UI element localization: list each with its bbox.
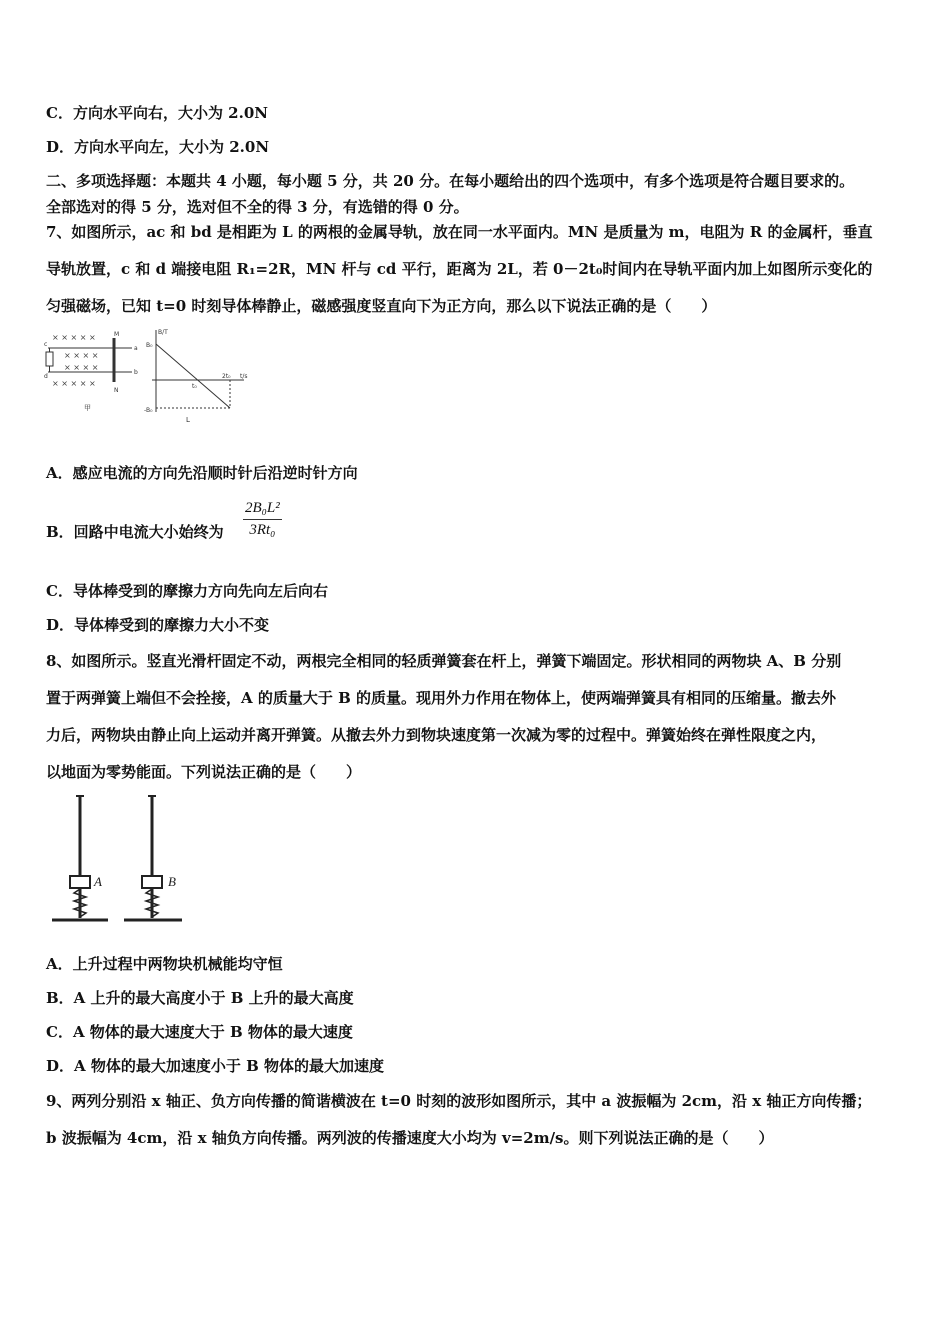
m-label: M: [114, 331, 120, 338]
q7-option-b: B．回路中电流大小始终为: [46, 523, 224, 541]
q8-option-a: A．上升过程中两物块机械能均守恒: [46, 955, 283, 973]
fraction-bar: [243, 519, 282, 520]
graph-l-label: L: [186, 416, 190, 424]
q7-option-a: A．感应电流的方向先沿顺时针后沿逆时针方向: [46, 464, 358, 482]
section2-heading-line1: 二、多项选择题：本题共 4 小题，每小题 5 分，共 20 分。在每小题给出的四个选项中，有多个选项是符合题目要求的。: [46, 172, 855, 190]
q8-option-d: D．A 物体的最大加速度小于 B 物体的最大加速度: [46, 1057, 384, 1075]
q8-text-line3: 力后，两物块由静止向上运动并离开弹簧。从撤去外力到物块速度第一次减为零的过程中。弹簧始终在弹性限度之内，: [46, 726, 827, 744]
c-label: c: [44, 341, 48, 348]
svg-text:× × × ×: × × × ×: [64, 363, 99, 372]
q8-text-line2: 置于两弹簧上端但不会拴接，A 的质量大于 B 的质量。现用外力作用在物体上，使两端弹簧具有相同的压缩量。撤去外: [46, 689, 836, 707]
formula-denominator: 3Rt₀: [249, 522, 276, 538]
q8-option-b: B．A 上升的最大高度小于 B 上升的最大高度: [46, 989, 354, 1007]
graph-xlabel: t/s: [240, 373, 248, 380]
q7-figure: [44, 326, 254, 426]
graph-ylabel: B/T: [158, 329, 168, 336]
q7-b-t-graph: [152, 330, 244, 412]
d-label: d: [44, 373, 48, 380]
b-label: b: [134, 369, 138, 376]
q7-text-line3: 匀强磁场，已知 t=0 时刻导体棒静止，磁感强度竖直向下为正方向，那么以下说法正确的是（ ）: [46, 297, 717, 315]
fig-caption-jia: 甲: [84, 404, 91, 412]
q7-circuit-diagram: [46, 338, 132, 382]
block-a-label: A: [94, 874, 102, 889]
b0-label: B₀: [146, 342, 153, 349]
q7-option-d: D．导体棒受到的摩擦力大小不变: [46, 616, 270, 634]
a-label: a: [134, 345, 138, 352]
q9-text-line2: b 波振幅为 4cm，沿 x 轴负方向传播。两列波的传播速度大小均为 v=2m/s。则下列说法正确的是（ ）: [46, 1129, 774, 1147]
option-d-prev: D．方向水平向左，大小为 2.0N: [46, 138, 270, 156]
q9-text-line1: 9、两列分别沿 x 轴正、负方向传播的简谐横波在 t=0 时刻的波形如图所示，其中 a 波振幅为 2cm，沿 x 轴正方向传播；: [46, 1092, 872, 1110]
q8-figure: [46, 792, 196, 932]
q7-option-c: C．导体棒受到的摩擦力方向先向左后向右: [46, 582, 328, 600]
svg-text:× × × × ×: × × × × ×: [52, 333, 96, 342]
n-label: N: [114, 387, 119, 394]
t0-label: t₀: [192, 383, 197, 390]
section2-heading-line2: 全部选对的得 5 分，选对但不全的得 3 分，有选错的得 0 分。: [46, 198, 469, 216]
svg-text:× × × × ×: × × × × ×: [52, 379, 96, 388]
svg-text:× × × ×: × × × ×: [64, 351, 99, 360]
formula-numerator: 2B₀L²: [245, 500, 280, 516]
q8-text-line4: 以地面为零势能面。下列说法正确的是（ ）: [46, 763, 362, 781]
q8-text-line1: 8、如图所示。竖直光滑杆固定不动，两根完全相同的轻质弹簧套在杆上，弹簧下端固定。形状相同的两物块 A、B 分别: [46, 652, 842, 670]
q7-text-line2: 导轨放置，c 和 d 端接电阻 R₁=2R，MN 杆与 cd 平行，距离为 2L，若 0－2t₀时间内在导轨平面内加上如图所示变化的: [46, 260, 873, 278]
block-b-label: B: [168, 874, 176, 889]
q7-option-b-formula: [243, 500, 282, 539]
neg-b0-label: -B₀: [144, 407, 153, 414]
q8-option-c: C．A 物体的最大速度大于 B 物体的最大速度: [46, 1023, 353, 1041]
q7-text-line1: 7、如图所示，ac 和 bd 是相距为 L 的两根的金属导轨，放在同一水平面内。MN 是质量为 m，电阻为 R 的金属杆，垂直: [46, 223, 873, 241]
two-t0-label: 2t₀: [222, 373, 231, 380]
option-c-prev: C．方向水平向右，大小为 2.0N: [46, 104, 268, 122]
